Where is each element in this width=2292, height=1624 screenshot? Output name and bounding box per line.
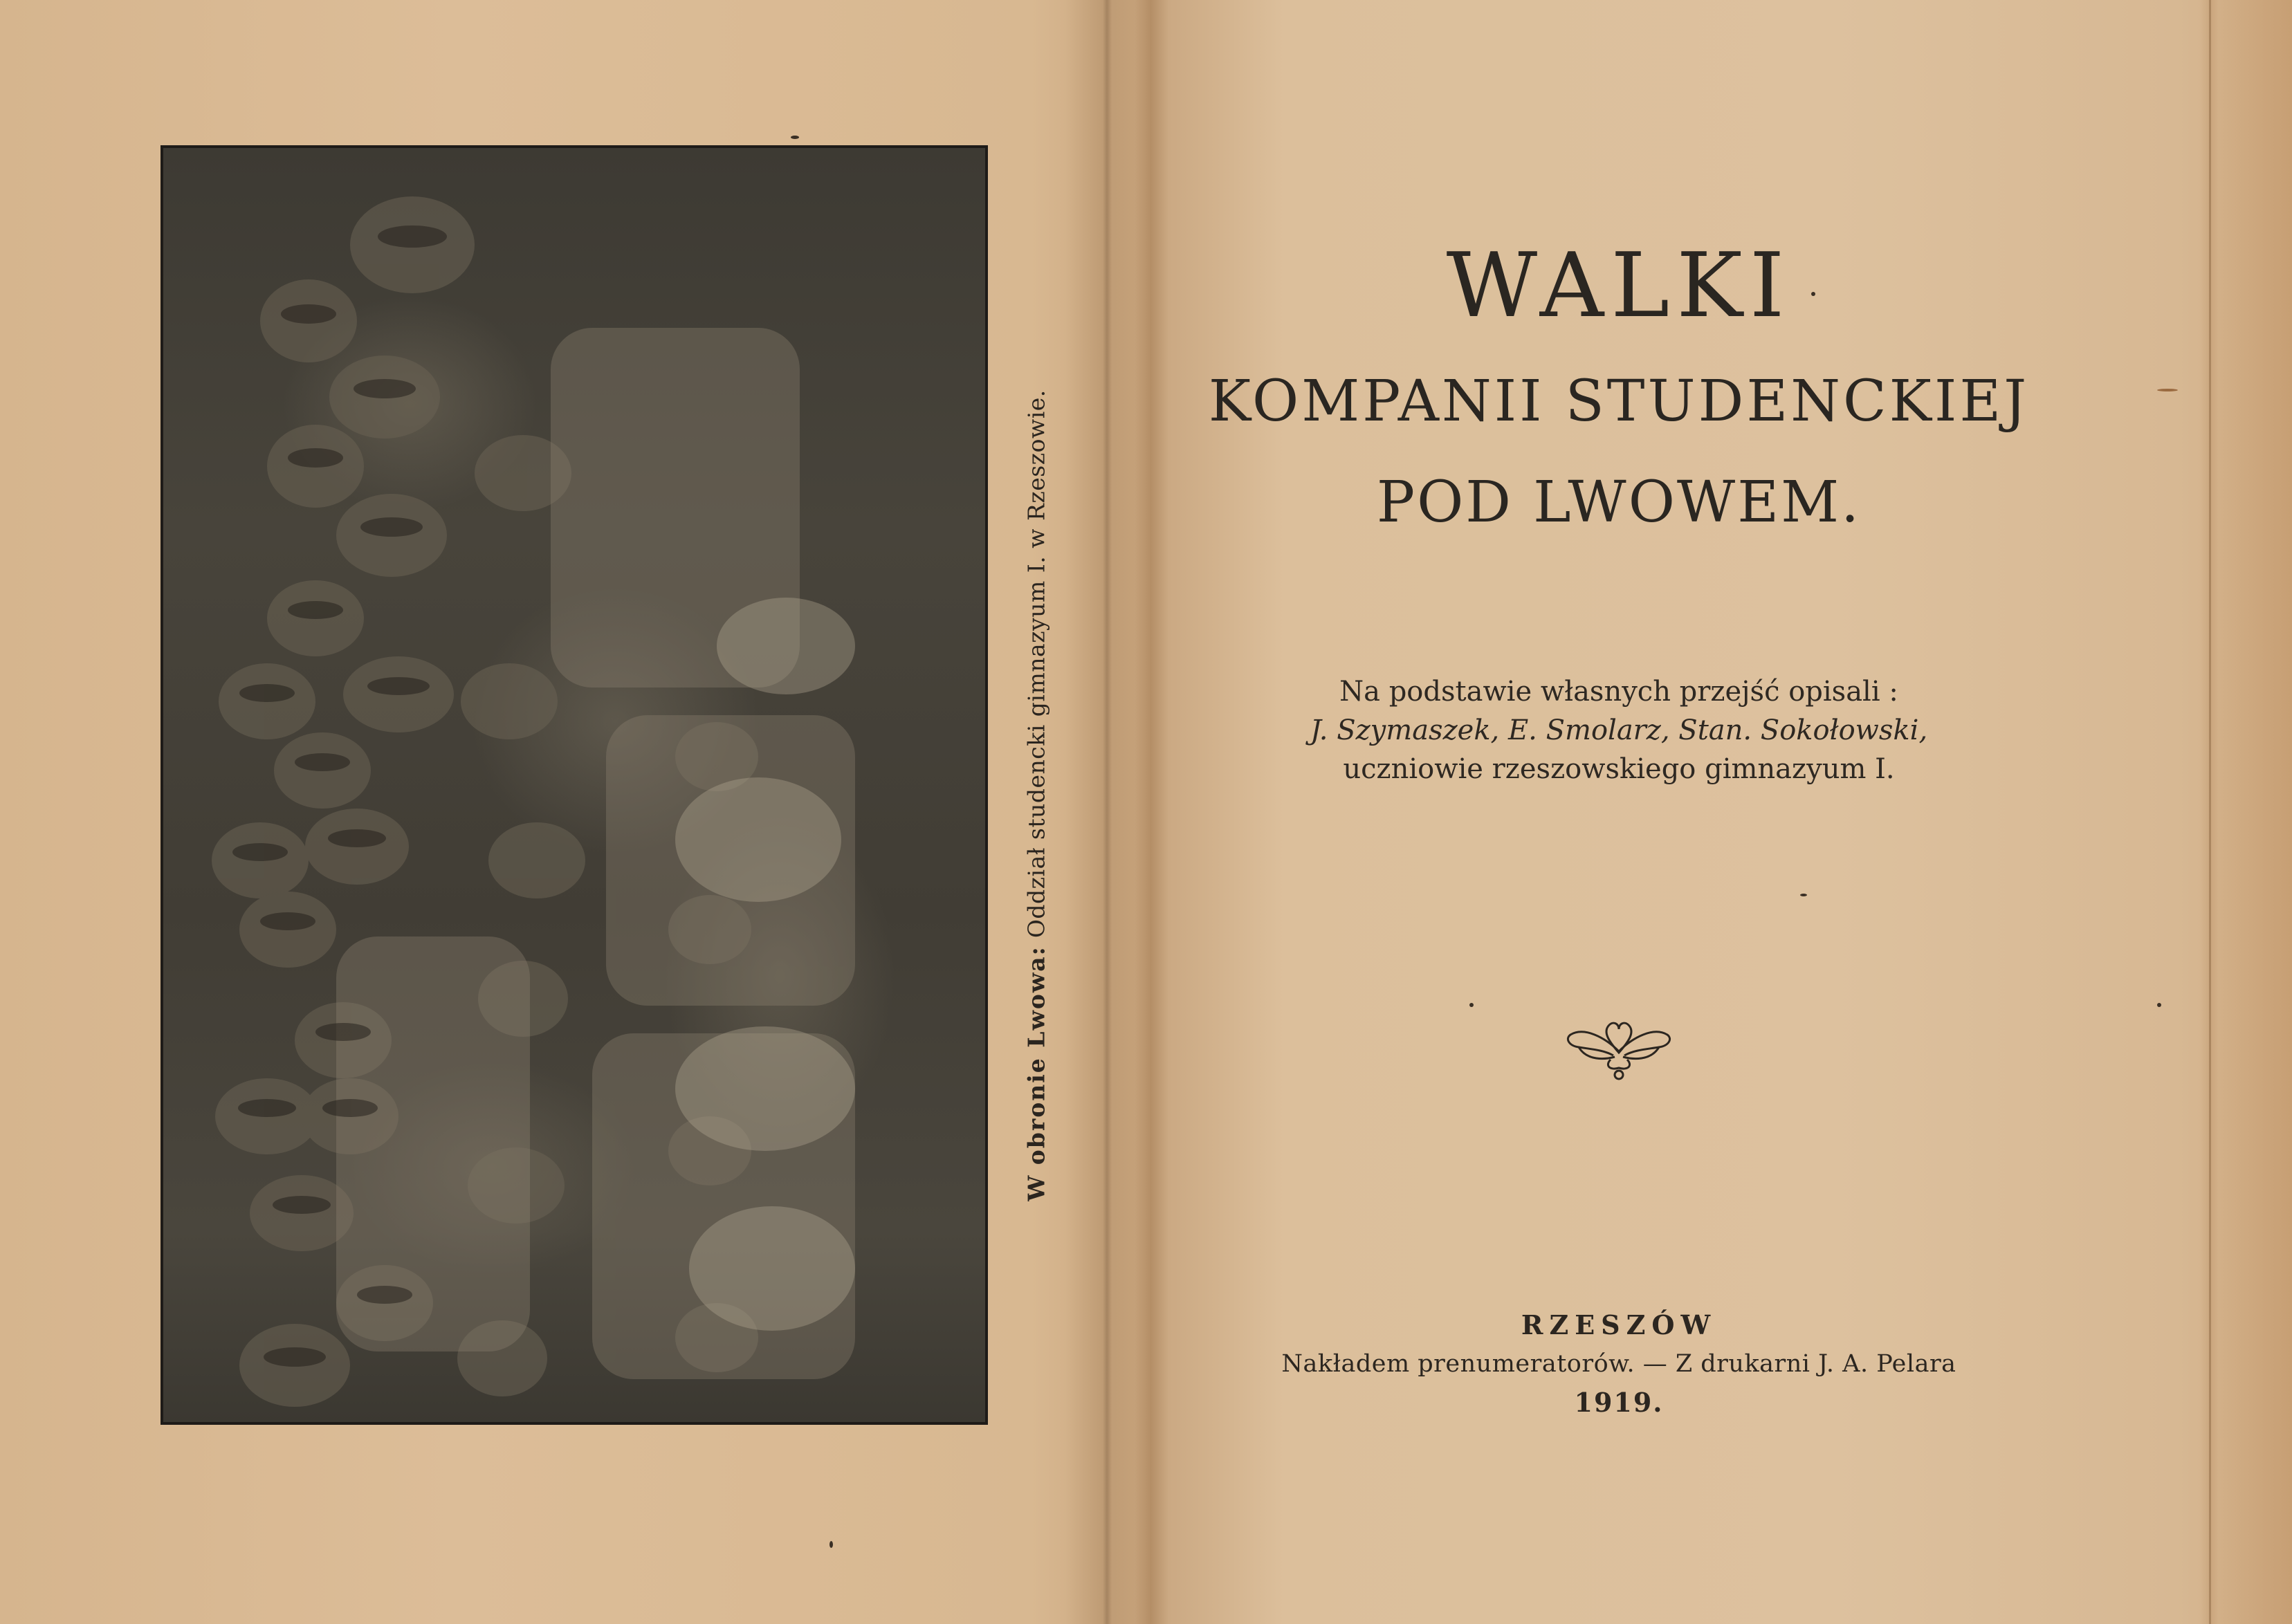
caption-text: Oddział studencki gimnazyum I. w Rzeszowie. [1023,389,1050,946]
paper-speck [829,1541,833,1548]
heart-fleuron-ornament [1564,1011,1674,1087]
book-subtitle-line-1: KOMPANII STUDENCKIEJ [1208,369,2030,434]
paper-speck [2157,1003,2161,1007]
authors-affiliation: uczniowie rzeszowskiego gimnazyum I. [1343,753,1895,785]
paper-speck [1811,292,1815,296]
paper-speck [2157,389,2178,391]
imprint-publisher: Nakładem prenumeratorów. — Z drukarni J. A. Pelara [1281,1350,1956,1378]
book-title: WALKI [1446,234,1792,338]
book-subtitle-line-2: POD LWOWEM. [1376,470,1862,535]
group-portrait-photo [161,145,988,1425]
photo-figures [163,148,985,1422]
caption-heading: W obronie Lwowa: [1023,945,1050,1201]
paper-speck [791,136,799,139]
authors-intro: Na podstawie własnych przejść opisali : [1339,676,1898,708]
paper-speck [1800,894,1807,896]
paper-speck [1469,1003,1474,1007]
authors-block [1100,672,2138,788]
imprint-city: RZESZÓW [1521,1309,1717,1340]
authors-names: J. Szymaszek, E. Smolarz, Stan. Sokołowski, [1310,714,1928,746]
imprint-year: 1919. [1574,1387,1664,1418]
